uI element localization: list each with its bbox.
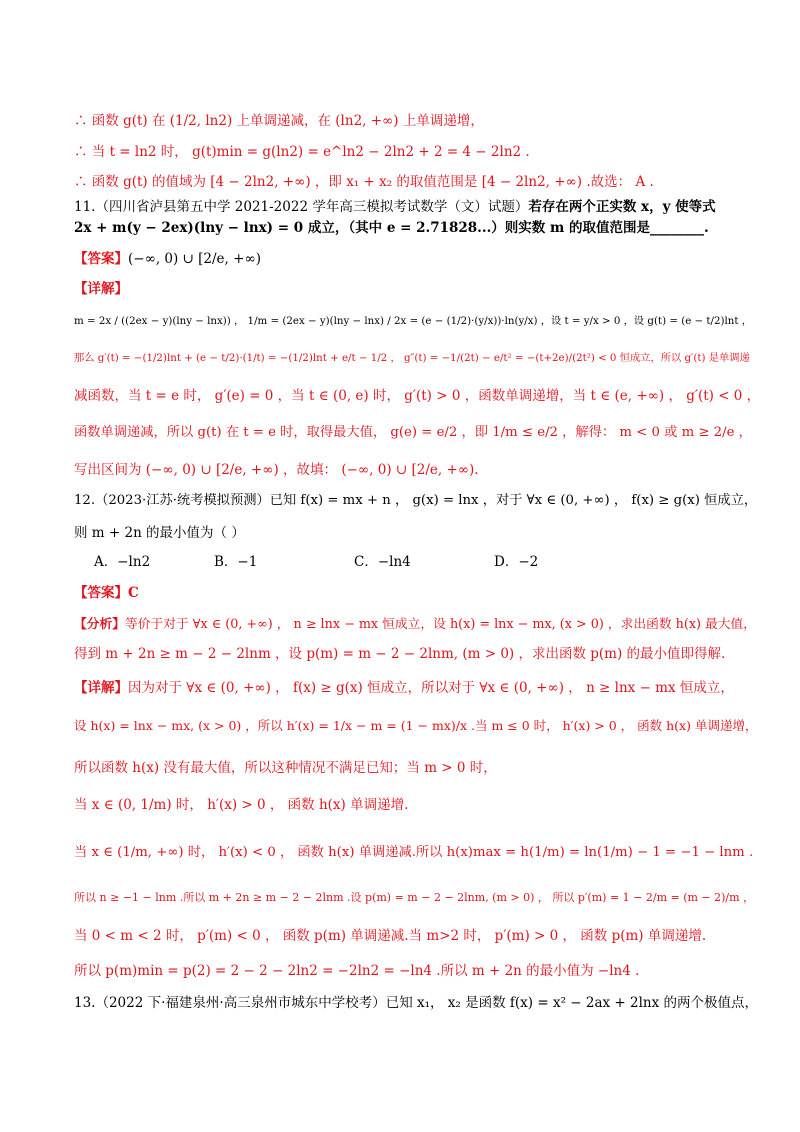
detail-12-line-2: 设 h(x) = lnx − mx, (x > 0) ，所以 h′(x) = 1/x − m = (1 − mx)/x .当 m ≤ 0 时， h′(x) > 0 ， 函数 h(x) 单调递增， <box>74 718 758 733</box>
detail-12-line-3: 所以函数 h(x) 没有最大值，所以这种情况不满足已知；当 m > 0 时， <box>74 760 497 776</box>
analysis-12-text: 等价于对于 ∀x ∈ (0, +∞) ， n ≥ lnx − mx 恒成立，设 h(x) = lnx − mx, (x > 0) ，求出函数 h(x) 最大值， <box>125 617 757 632</box>
solution-line-monotonic: ∴ 函数 g(t) 在 (1/2, ln2) 上单调递减，在 (ln2, +∞) 上单调递增， <box>74 113 484 129</box>
question-13-line-1: 13.（2022 下·福建泉州·高三泉州市城东中学校考）已知 x₁， x₂ 是函数 f(x) = x² − 2ax + 2lnx 的两个极值点， <box>74 995 759 1011</box>
question-12-line-1: 12.（2023·江苏·统考模拟预测）已知 f(x) = mx + n ， g(x) = lnx ，对于 ∀x ∈ (0, +∞) ， f(x) ≥ g(x) 恒成立， <box>74 493 758 508</box>
detail-12-text: 因为对于 ∀x ∈ (0, +∞) ， f(x) ≥ g(x) 恒成立，所以对于 ∀x ∈ (0, +∞) ， n ≥ lnx − mx 恒成立， <box>128 680 734 696</box>
option-d: D．−2 <box>494 554 539 570</box>
option-a: A．−ln2 <box>94 554 151 570</box>
detail-11-line-5: 写出区间为 (−∞, 0) ∪ [2/e, +∞) ，故填： (−∞, 0) ∪ [2/e, +∞). <box>74 462 479 478</box>
answer-11 <box>74 248 760 270</box>
solution-line-minimum: ∴ 当 t = ln2 时， g(t)min = g(ln2) = e^ln2 − 2ln2 + 2 = 4 − 2ln2 . <box>74 144 530 160</box>
analysis-12-line-1 <box>74 614 760 636</box>
detail-12-line-1 <box>74 677 760 699</box>
analysis-12-line-2: 得到 m + 2n ≥ m − 2 − 2lnm ，设 p(m) = m − 2 − 2lnm, (m > 0) ，求出函数 p(m) 的最小值即得解. <box>74 646 726 662</box>
answer-11-value: (−∞, 0) ∪ [2/e, +∞) <box>128 251 261 267</box>
detail-12-line-6: 所以 n ≥ −1 − lnm .所以 m + 2n ≥ m − 2 − 2lnm .设 p(m) = m − 2 − 2lnm, (m > 0) ， 所以 p′(m) = 1 − 2/m = (m − 2)/m ， <box>74 891 755 904</box>
detail-11-line-3: 减函数，当 t = e 时， g′(e) = 0 ，当 t ∈ (0, e) 时， g′(t) > 0 ，函数单调递增，当 t ∈ (e, +∞) ， g′(t) < 0 ， <box>74 388 761 404</box>
detail-12-line-8: 所以 p(m)min = p(2) = 2 − 2 − 2ln2 = −2ln2 = −ln4 .所以 m + 2n 的最小值为 −ln4 . <box>74 963 640 979</box>
detail-12-line-4: 当 x ∈ (0, 1/m) 时， h′(x) > 0 ， 函数 h(x) 单调递增. <box>74 797 409 813</box>
detail-11-line-1: m = 2x / ((2ex − y)(lny − lnx)) ， 1/m = (2ex − y)(lny − lnx) / 2x = (e − (1/2)·(y/x))·ln(y/x) ，设 t = y/x > 0 ，设 g(t) = (e − t/2)lnt ， <box>74 315 752 327</box>
answer-tag: 【答案】 <box>74 585 128 601</box>
detail-11-line-2: 那么 g′(t) = −(1/2)lnt + (e − t/2)·(1/t) = −(1/2)lnt + e/t − 1/2 ， g″(t) = −1/(2t) − e/t² = −(t+2e)/(2t²) < 0 恒成立，所以 g′(t) 是单调递 <box>74 352 750 364</box>
answer-tag: 【答案】 <box>74 251 128 267</box>
detail-tag-12: 【详解】 <box>74 680 128 696</box>
detail-tag-11: 【详解】 <box>74 281 128 297</box>
answer-12-value: C <box>128 585 139 601</box>
detail-11-line-4: 函数单调递减，所以 g(t) 在 t = e 时，取得最大值， g(e) = e/2 ，即 1/m ≤ e/2 ，解得： m < 0 或 m ≥ 2/e ， <box>74 425 752 440</box>
question-11-line-1 <box>74 196 760 218</box>
question-11-stem-start: 若存在两个正实数 x，y 使等式 <box>528 199 716 215</box>
detail-12-line-5: 当 x ∈ (1/m, +∞) 时， h′(x) < 0 ， 函数 h(x) 单调递减.所以 h(x)max = h(1/m) = ln(1/m) − 1 = −1 − lnm . <box>74 845 754 860</box>
question-11-line-2: 2x + m(y − 2ex)(lny − lnx) = 0 成立，（其中 e = 2.71828...）则实数 m 的取值范围是________. <box>74 220 709 236</box>
question-11-source: 11.（四川省泸县第五中学 2021-2022 学年高三模拟考试数学（文）试题） <box>74 199 529 215</box>
answer-12 <box>74 582 760 604</box>
question-12-line-2: 则 m + 2n 的最小值为（ ） <box>74 525 245 541</box>
option-b: B．−1 <box>214 554 258 570</box>
option-c: C．−ln4 <box>354 554 411 570</box>
detail-12-line-7: 当 0 < m < 2 时， p′(m) < 0 ， 函数 p(m) 单调递减.当 m>2 时， p′(m) > 0 ， 函数 p(m) 单调递增. <box>74 928 707 944</box>
analysis-tag: 【分析】 <box>74 617 125 632</box>
solution-line-range: ∴ 函数 g(t) 的值域为 [4 − 2ln2, +∞) ，即 x₁ + x₂ 的取值范围是 [4 − 2ln2, +∞) .故选： A . <box>74 174 654 190</box>
